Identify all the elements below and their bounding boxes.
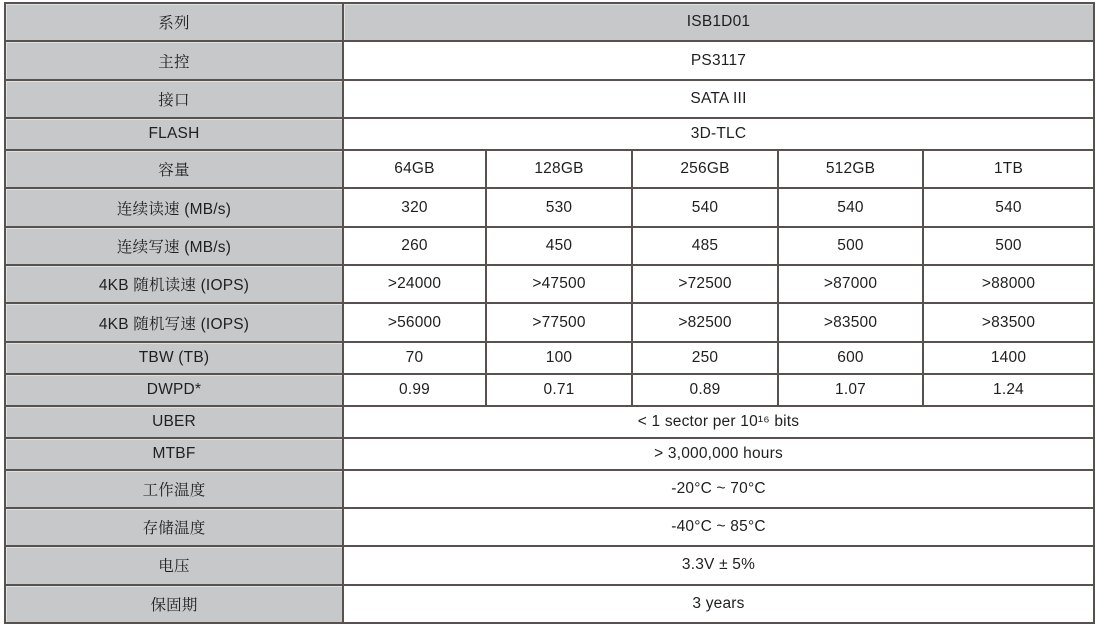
spec-value-random-write-iops-col0: >56000 [343, 303, 486, 341]
spec-label-interface: 接口 [5, 80, 343, 118]
spec-value-seq-write-col1: 450 [486, 227, 632, 265]
spec-value-capacity-col4: 1TB [923, 150, 1094, 188]
spec-label-dwpd: DWPD* [5, 374, 343, 406]
spec-value-voltage: 3.3V ± 5% [343, 546, 1094, 584]
spec-value-warranty: 3 years [343, 585, 1094, 623]
spec-value-dwpd-col3: 1.07 [778, 374, 923, 406]
spec-value-random-write-iops-col1: >77500 [486, 303, 632, 341]
spec-row-capacity [5, 150, 1094, 188]
spec-value-tbw-col2: 250 [632, 342, 778, 374]
spec-row-warranty [5, 585, 1094, 623]
spec-label-operating-temp: 工作温度 [5, 470, 343, 508]
spec-row-dwpd [5, 374, 1094, 406]
spec-label-uber: UBER [5, 406, 343, 438]
spec-row-random-write-iops [5, 303, 1094, 341]
spec-label-tbw: TBW (TB) [5, 342, 343, 374]
spec-value-seq-read-col3: 540 [778, 188, 923, 226]
spec-value-dwpd-col2: 0.89 [632, 374, 778, 406]
spec-value-dwpd-col1: 0.71 [486, 374, 632, 406]
spec-value-tbw-col1: 100 [486, 342, 632, 374]
spec-row-mtbf [5, 438, 1094, 470]
spec-label-storage-temp: 存储温度 [5, 508, 343, 546]
spec-value-capacity-col0: 64GB [343, 150, 486, 188]
spec-value-tbw-col3: 600 [778, 342, 923, 374]
spec-value-seq-write-col2: 485 [632, 227, 778, 265]
spec-value-controller: PS3117 [343, 41, 1094, 79]
spec-table-body [5, 3, 1094, 623]
spec-label-controller: 主控 [5, 41, 343, 79]
spec-row-interface [5, 80, 1094, 118]
spec-row-seq-read [5, 188, 1094, 226]
spec-value-random-read-iops-col1: >47500 [486, 265, 632, 303]
spec-row-random-read-iops [5, 265, 1094, 303]
spec-value-random-write-iops-col4: >83500 [923, 303, 1094, 341]
spec-row-tbw [5, 342, 1094, 374]
spec-label-capacity: 容量 [5, 150, 343, 188]
spec-value-random-read-iops-col4: >88000 [923, 265, 1094, 303]
spec-value-random-write-iops-col2: >82500 [632, 303, 778, 341]
spec-label-voltage: 电压 [5, 546, 343, 584]
spec-label-warranty: 保固期 [5, 585, 343, 623]
spec-value-random-write-iops-col3: >83500 [778, 303, 923, 341]
spec-label-seq-write: 连续写速 (MB/s) [5, 227, 343, 265]
spec-row-operating-temp [5, 470, 1094, 508]
spec-row-controller [5, 41, 1094, 79]
spec-value-flash: 3D-TLC [343, 118, 1094, 150]
spec-value-dwpd-col4: 1.24 [923, 374, 1094, 406]
spec-value-interface: SATA III [343, 80, 1094, 118]
spec-value-storage-temp: -40°C ~ 85°C [343, 508, 1094, 546]
spec-row-voltage [5, 546, 1094, 584]
spec-row-storage-temp [5, 508, 1094, 546]
spec-value-uber: < 1 sector per 10¹⁶ bits [343, 406, 1094, 438]
spec-value-seq-read-col4: 540 [923, 188, 1094, 226]
spec-value-mtbf: > 3,000,000 hours [343, 438, 1094, 470]
spec-value-capacity-col3: 512GB [778, 150, 923, 188]
spec-value-random-read-iops-col3: >87000 [778, 265, 923, 303]
spec-row-flash [5, 118, 1094, 150]
spec-label-mtbf: MTBF [5, 438, 343, 470]
spec-table [4, 2, 1095, 624]
spec-value-seq-read-col1: 530 [486, 188, 632, 226]
spec-value-seq-read-col0: 320 [343, 188, 486, 226]
spec-value-operating-temp: -20°C ~ 70°C [343, 470, 1094, 508]
spec-value-random-read-iops-col2: >72500 [632, 265, 778, 303]
spec-value-tbw-col0: 70 [343, 342, 486, 374]
spec-label-series: 系列 [5, 3, 343, 41]
spec-value-capacity-col2: 256GB [632, 150, 778, 188]
spec-value-seq-read-col2: 540 [632, 188, 778, 226]
spec-row-series [5, 3, 1094, 41]
spec-label-seq-read: 连续读速 (MB/s) [5, 188, 343, 226]
spec-value-seq-write-col0: 260 [343, 227, 486, 265]
spec-value-capacity-col1: 128GB [486, 150, 632, 188]
spec-value-seq-write-col3: 500 [778, 227, 923, 265]
spec-label-random-write-iops: 4KB 随机写速 (IOPS) [5, 303, 343, 341]
spec-value-tbw-col4: 1400 [923, 342, 1094, 374]
spec-label-random-read-iops: 4KB 随机读速 (IOPS) [5, 265, 343, 303]
spec-label-flash: FLASH [5, 118, 343, 150]
spec-value-random-read-iops-col0: >24000 [343, 265, 486, 303]
spec-value-seq-write-col4: 500 [923, 227, 1094, 265]
spec-value-series: ISB1D01 [343, 3, 1094, 41]
spec-value-dwpd-col0: 0.99 [343, 374, 486, 406]
spec-row-seq-write [5, 227, 1094, 265]
spec-row-uber [5, 406, 1094, 438]
